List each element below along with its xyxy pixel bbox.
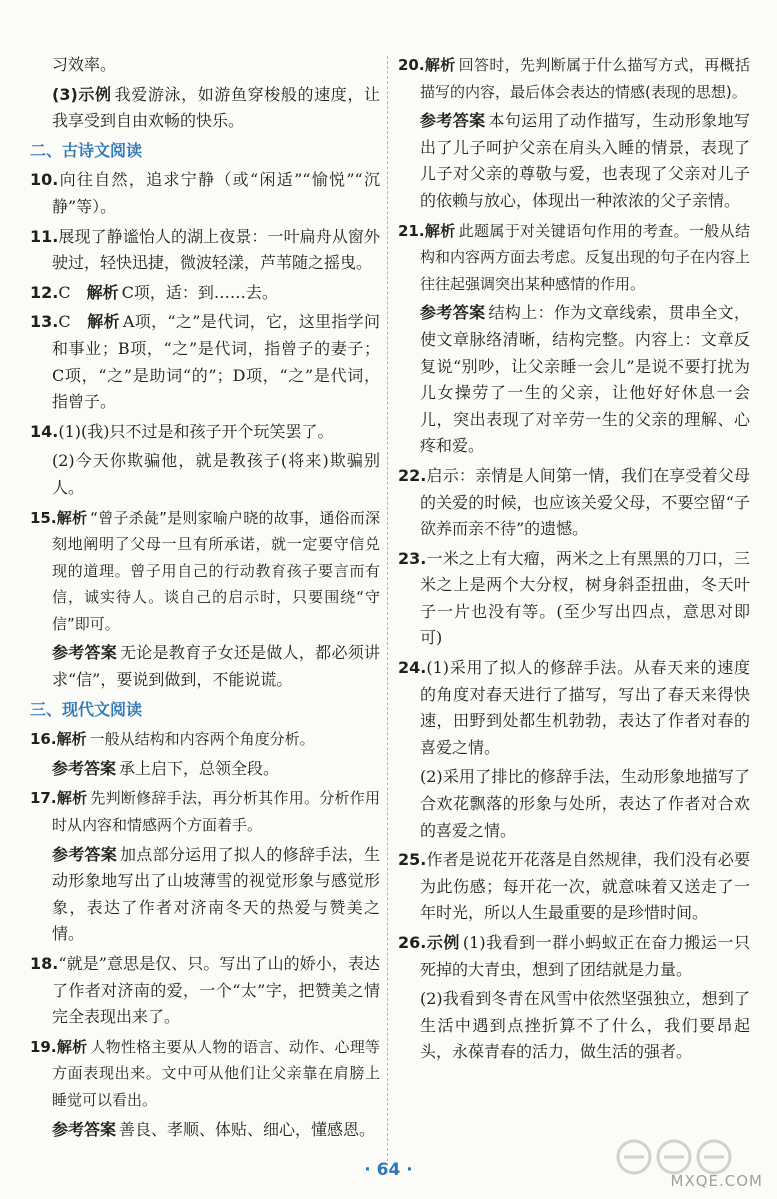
reference-answer-20 <box>398 108 750 214</box>
analysis-tag: 解析 <box>87 312 120 332</box>
analysis-text: 回答时，先判断属于什么描写方式，再概括描写的内容，最后体会表达的情感(表现的思想)。 <box>420 56 750 101</box>
answer-22 <box>398 463 750 543</box>
page-number: · 64 · <box>364 1160 413 1180</box>
question-number: 15. <box>30 508 57 527</box>
reference-answer-17 <box>30 842 380 948</box>
reference-answer-tag: 参考答案 <box>52 1119 117 1139</box>
analysis-tag: 解析 <box>56 789 88 808</box>
answer-26 <box>398 930 750 983</box>
analysis-text: A项，“之”是代词，它，这里指学问和事业；B项，“之”是代词，指曾子的妻子；C项，“之”是助词“的”；D项，“之”是代词，指曾子。 <box>52 312 380 412</box>
answer-19 <box>30 1034 380 1114</box>
answer-21 <box>398 218 750 298</box>
question-number: 11. <box>30 226 59 246</box>
analysis-text: 一般从结构和内容两个角度分析。 <box>89 730 315 749</box>
answer-16 <box>30 726 380 753</box>
reference-answer-text: 无论是教育子女还是做人，都必须讲求“信”，要说到做到，不能说谎。 <box>52 643 380 690</box>
answer-part-1: (1)我看到一群小蚂蚁正在奋力搬运一只死掉的大青虫，想到了团结就是力量。 <box>420 933 750 979</box>
reference-answer-tag: 参考答案 <box>420 303 486 323</box>
answer-part-1: (1)采用了拟人的修辞手法。从春天来的速度的角度对春天进行了描写，写出了春天来得快速，田野到处都生机勃勃，表达了作者对春的喜爱之情。 <box>420 658 750 757</box>
question-number: 24. <box>398 658 427 678</box>
answer-text: “就是”意思是仅、只。写出了山的娇小，表达了作者对济南的爱，一个“太”字，把赞美之情完全表现出来了。 <box>52 954 380 1027</box>
analysis-text: 人物性格主要从人物的语言、动作、心理等方面表现出来。文中可从他们让父亲靠在肩膀上睡觉可以看出。 <box>52 1037 380 1109</box>
analysis-tag: 解析 <box>56 1037 88 1056</box>
question-number: 25. <box>398 850 427 870</box>
reference-answer-15 <box>30 640 380 693</box>
section-heading-classical: 二、古诗文阅读 <box>30 140 143 160</box>
analysis-tag: 解析 <box>424 221 456 240</box>
answer-text: 作者是说花开花落是自然规律，我们没有必要为此伤感；每开花一次，就意味着又送走了一年时光，所以人生最重要的是珍惜时间。 <box>420 850 750 923</box>
reference-answer-tag: 参考答案 <box>420 111 486 131</box>
analysis-text: 此题属于对关键语句作用的考查。一般从结构和内容两方面去考虑。反复出现的句子在内容上往往起强调突出某种感情的作用。 <box>420 221 751 293</box>
watermark-text: MXQE.COM <box>670 1172 763 1190</box>
reference-answer-text: 结构上：作为文章线索，贯串全文，使文章脉络清晰，结构完整。内容上：文章反复说“别吵，让父亲睡一会儿”是说不要打扰为儿女操劳了一生的父亲，让他好好休息一会儿，突出表现了对辛劳一生的父亲的理解、心疼和爱。 <box>420 303 750 456</box>
analysis-tag: 解析 <box>56 508 88 527</box>
section-heading-modern: 三、现代文阅读 <box>30 699 143 719</box>
analysis-tag: 解析 <box>56 730 87 749</box>
question-number: 13. <box>30 312 59 332</box>
example-text: 我爱游泳，如游鱼穿梭般的速度，让我享受到自由欢畅的快乐。 <box>52 84 380 131</box>
question-number: 21. <box>398 221 425 240</box>
question-number: 20. <box>398 56 425 74</box>
question-number: 23. <box>398 548 427 568</box>
answer-20 <box>398 52 750 105</box>
answer-part-1: (1)(我)只不过是和孩子开个玩笑罢了。 <box>58 421 334 441</box>
answer-text: 启示：亲情是人间第一情，我们在享受着父母的关爱的时候，也应该关爱父母，不要空留“子欲养而亲不待”的遗憾。 <box>420 465 750 539</box>
reference-answer-16 <box>30 756 380 783</box>
choice-answer: C <box>58 312 71 332</box>
analysis-text: “曾子杀彘”是则家喻户晓的故事，通俗而深刻地阐明了父母一旦有所承诺，就一定要守信兑现的道理。曾子用自己的行动教育孩子要言而有信，诚实待人。谈自己的启示时，只要围绕“守信”即可。 <box>52 508 380 633</box>
answer-23 <box>398 546 750 652</box>
reference-answer-text: 承上启下，总领全段。 <box>119 758 280 778</box>
answer-10 <box>30 167 380 220</box>
question-number: 10. <box>30 170 59 190</box>
example-3 <box>30 82 380 135</box>
reference-answer-21 <box>398 300 750 460</box>
analysis-text: C项，适：到……去。 <box>121 282 278 302</box>
column-divider <box>387 56 388 1166</box>
question-number: 19. <box>30 1037 57 1056</box>
answer-15 <box>30 505 380 638</box>
reference-answer-tag: 参考答案 <box>52 758 117 778</box>
answer-continuation: 习效率。 <box>52 55 117 74</box>
question-number: 26. <box>398 933 427 952</box>
answer-26-part-2: (2)我看到冬青在风雪中依然坚强独立，想到了生活中遇到点挫折算不了什么，我们要昂起头，永葆青春的活力，做生活的强者。 <box>420 989 750 1062</box>
answer-24-part-2: (2)采用了排比的修辞手法，生动形象地描写了合欢花飘落的形象与处所，表达了作者对合欢的喜爱之情。 <box>420 767 750 840</box>
reference-answer-tag: 参考答案 <box>52 844 118 864</box>
analysis-tag: 解析 <box>86 282 119 302</box>
reference-answer-19 <box>30 1117 380 1144</box>
answer-14 <box>30 419 380 446</box>
question-number: 17. <box>30 789 57 808</box>
answer-text: 展现了静谧怡人的湖上夜景：一叶扁舟从窗外驶过，轻快迅捷，微波轻漾，芦苇随之摇曳。 <box>52 226 380 273</box>
answer-17 <box>30 785 380 838</box>
answer-25 <box>398 847 750 927</box>
choice-answer: C <box>58 282 71 302</box>
answer-11 <box>30 224 380 277</box>
example-tag: (3)示例 <box>52 84 112 104</box>
analysis-text: 先判断修辞手法，再分析其作用。分析作用时从内容和情感两个方面着手。 <box>52 789 380 835</box>
left-column <box>30 52 380 1146</box>
answer-14-part-2: (2)今天你欺骗他，就是教孩子(将来)欺骗别人。 <box>52 451 380 497</box>
question-number: 22. <box>398 465 427 485</box>
question-number: 18. <box>30 954 59 973</box>
answer-13 <box>30 309 380 415</box>
answer-text: 一米之上有大瘤，两米之上有黑黑的刀口，三米之上是两个大分杈，树身斜歪扭曲，冬天叶子一片也没有等。(至少写出四点，意思对即可) <box>420 548 750 648</box>
example-tag: 示例 <box>426 933 460 952</box>
right-column <box>398 52 750 1069</box>
answer-24 <box>398 655 750 761</box>
answer-text: 向往自然，追求宁静（或“闲适”“愉悦”“沉静”等）。 <box>52 170 380 216</box>
reference-answer-text: 善良、孝顺、体贴、细心，懂感恩。 <box>119 1119 376 1139</box>
answer-12 <box>30 280 380 307</box>
reference-answer-text: 加点部分运用了拟人的修辞手法，生动形象地写出了山坡薄雪的视觉形象与感觉形象，表达了作者对济南冬天的热爱与赞美之情。 <box>52 844 380 944</box>
reference-answer-text: 本句运用了动作描写，生动形象地写出了儿子呵护父亲在肩头入睡的情景，表现了儿子对父亲的尊敬与爱，也表现了父亲对儿子的依赖与放心，体现出一种浓浓的父子亲情。 <box>420 111 750 210</box>
question-number: 14. <box>30 421 59 441</box>
question-number: 12. <box>30 282 59 302</box>
reference-answer-tag: 参考答案 <box>52 643 118 663</box>
analysis-tag: 解析 <box>424 56 456 74</box>
answer-18 <box>30 951 380 1031</box>
question-number: 16. <box>30 730 57 749</box>
